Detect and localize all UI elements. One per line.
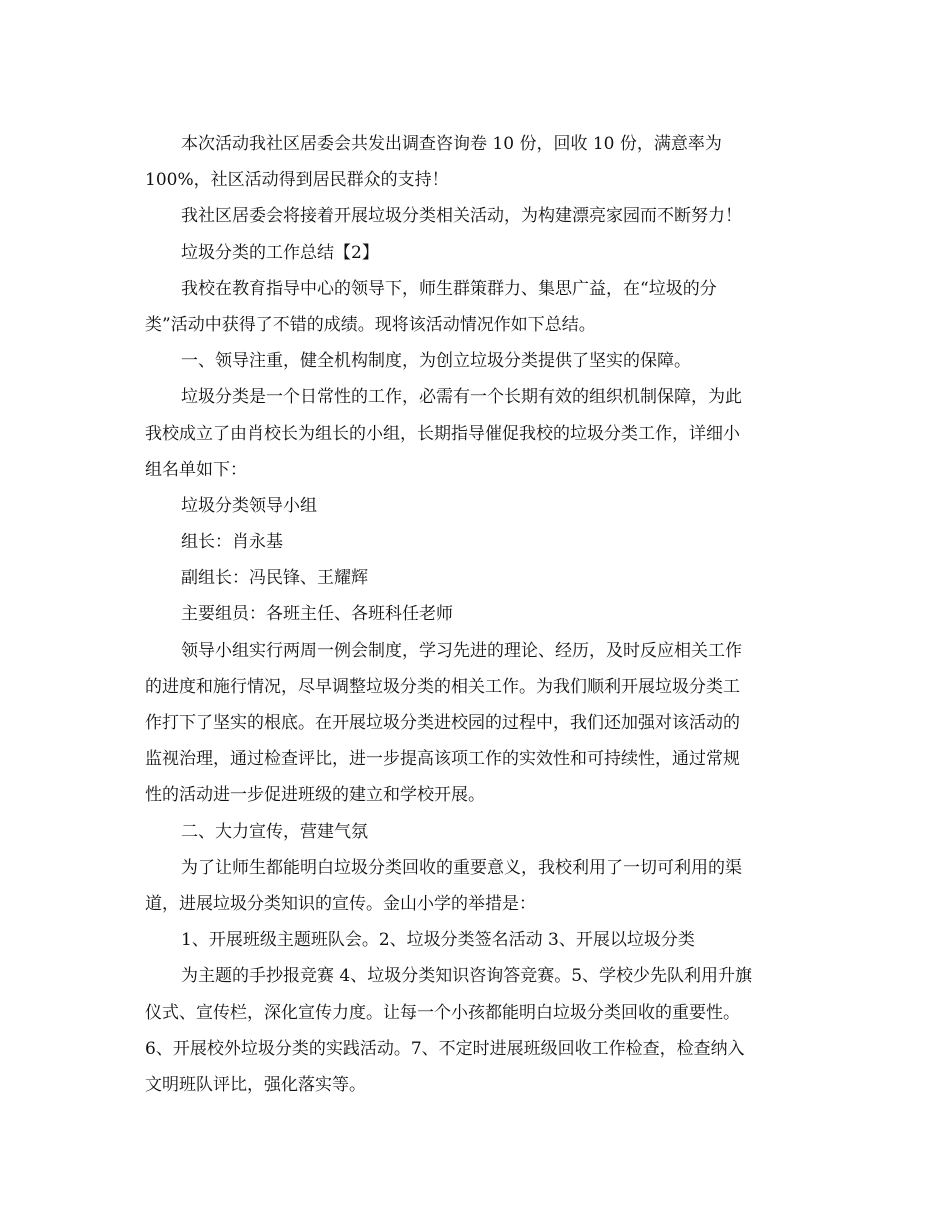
text-line: 为主题的手抄报竞赛 4、垃圾分类知识咨询答竞赛。5、学校少先队利用升旗 — [181, 966, 753, 987]
text-line: 类”活动中获得了不错的成绩。现将该活动情况作如下总结。 — [145, 314, 596, 335]
section-heading: 一、领导注重，健全机构制度，为创立垃圾分类提供了坚实的保障。 — [181, 351, 691, 372]
text-line: 100%，社区活动得到居民群众的支持！ — [145, 170, 449, 191]
text-line: 副组长：冯民锋、王耀辉 — [181, 568, 368, 589]
text-line: 1、开展班级主题班队会。2、垃圾分类签名活动 3、开展以垃圾分类 — [181, 930, 695, 951]
text-line: 6、开展校外垃圾分类的实践活动。7、不定时进展班级回收工作检查，检查纳入 — [145, 1038, 745, 1059]
text-line: 组名单如下： — [145, 459, 247, 480]
text-line: 组长：肖永基 — [181, 532, 283, 553]
text-line: 为了让师生都能明白垃圾分类回收的重要意义，我校利用了一切可利用的渠 — [181, 857, 742, 878]
text-line: 道，进展垃圾分类知识的宣传。金山小学的举措是： — [145, 893, 536, 914]
text-line: 我校成立了由肖校长为组长的小组，长期指导催促我校的垃圾分类工作，详细小 — [145, 423, 740, 444]
document-body — [145, 126, 805, 1103]
text-line: 垃圾分类是一个日常性的工作，必需有一个长期有效的组织机制保障，为此 — [181, 387, 742, 408]
text-line: 监视治理，通过检查评比，进一步提高该项工作的实效性和可持续性，通过常规 — [145, 749, 740, 770]
text-line: 文明班队评比，强化落实等。 — [145, 1074, 366, 1095]
text-line: 作打下了坚实的根底。在开展垃圾分类进校园的过程中，我们还加强对该活动的 — [145, 713, 740, 733]
text-line: 仪式、宣传栏，深化宣传力度。让每一个小孩都能明白垃圾分类回收的重要性。 — [145, 1002, 740, 1023]
text-line: 垃圾分类领导小组 — [181, 495, 317, 516]
text-line: 主要组员：各班主任、各班科任老师 — [181, 604, 453, 625]
text-line: 我社区居委会将接着开展垃圾分类相关活动，为构建漂亮家园而不断努力！ — [181, 206, 742, 227]
section-title: 垃圾分类的工作总结【2】 — [181, 242, 379, 263]
text-line: 本次活动我社区居委会共发出调查咨询卷 10 份，回收 10 份，满意率为 — [181, 134, 722, 154]
text-line: 性的活动进一步促进班级的建立和学校开展。 — [145, 785, 485, 806]
text-line: 的进度和施行情况，尽早调整垃圾分类的相关工作。为我们顺利开展垃圾分类工 — [145, 676, 740, 697]
text-line: 领导小组实行两周一例会制度，学习先进的理论、经历，及时反应相关工作 — [181, 640, 742, 661]
section-heading: 二、大力宣传，营建气氛 — [181, 821, 368, 842]
text-line: 我校在教育指导中心的领导下，师生群策群力、集思广益，在“垃圾的分 — [181, 278, 717, 299]
